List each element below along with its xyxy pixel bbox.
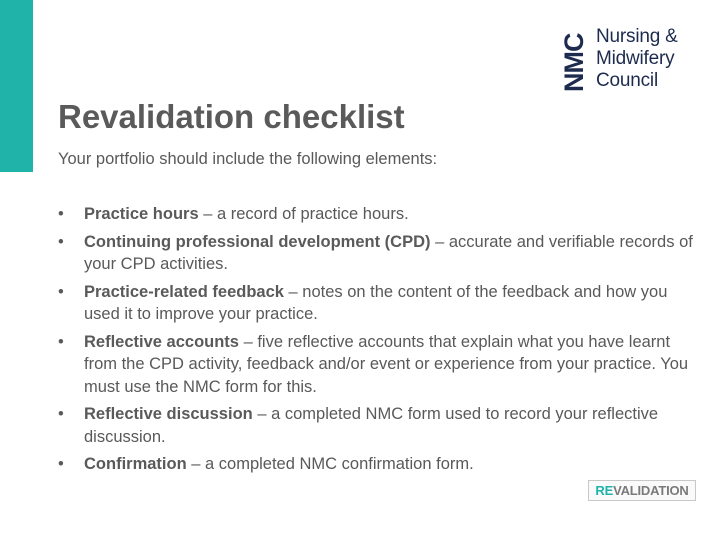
item-description: – a record of practice hours. [198,205,409,223]
revalidation-badge [588,480,696,501]
bullet: • [58,205,64,223]
bullet: • [58,232,64,251]
checklist [58,203,698,481]
nmc-logo [559,26,702,96]
checklist-item-practice-hours [58,203,698,226]
page-title: Revalidation checklist [58,98,405,135]
bullet: • [58,455,64,473]
accent-bar [0,0,33,172]
item-term: Reflective accounts [84,332,239,351]
logo-line-1: Nursing & [596,26,678,47]
item-term: Confirmation [84,455,187,473]
item-description: – a completed NMC confirmation form. [186,455,474,473]
logo-line-3: Council [596,70,658,91]
item-term: Reflective discussion [84,405,253,423]
badge-rest: VALIDATION [613,483,689,498]
checklist-item-confirmation [58,453,698,476]
bullet: • [58,332,64,351]
nmc-logo-mark [559,30,589,92]
checklist-item-feedback [58,281,698,326]
checklist-item-cpd [58,231,698,276]
item-description: – notes on the content of the feedback and how you used it to improve your practice. [84,282,668,323]
badge-prefix: RE [595,483,614,498]
bullet: • [58,405,64,423]
item-description: – a completed NMC form used to record your reflective discussion. [84,405,659,446]
item-term: Practice-related feedback [84,282,284,301]
item-term: Practice hours [84,205,199,223]
checklist-item-reflective-accounts [58,331,698,399]
svg-text:NMC: NMC [559,33,589,92]
item-description: – five reflective accounts that explain what you have learnt from the CPD activity, feedback and/or event or experience from your practice. You must use the NMC form for this. [84,332,689,396]
bullet: • [58,282,64,301]
nmc-logo-text [596,26,678,92]
logo-line-2: Midwifery [596,48,675,69]
subtitle: Your portfolio should include the following elements: [58,150,438,168]
item-description: – accurate and verifiable records of your CPD activities. [84,232,693,273]
item-term: Continuing professional development (CPD) [84,232,431,251]
checklist-item-reflective-discussion [58,403,698,448]
